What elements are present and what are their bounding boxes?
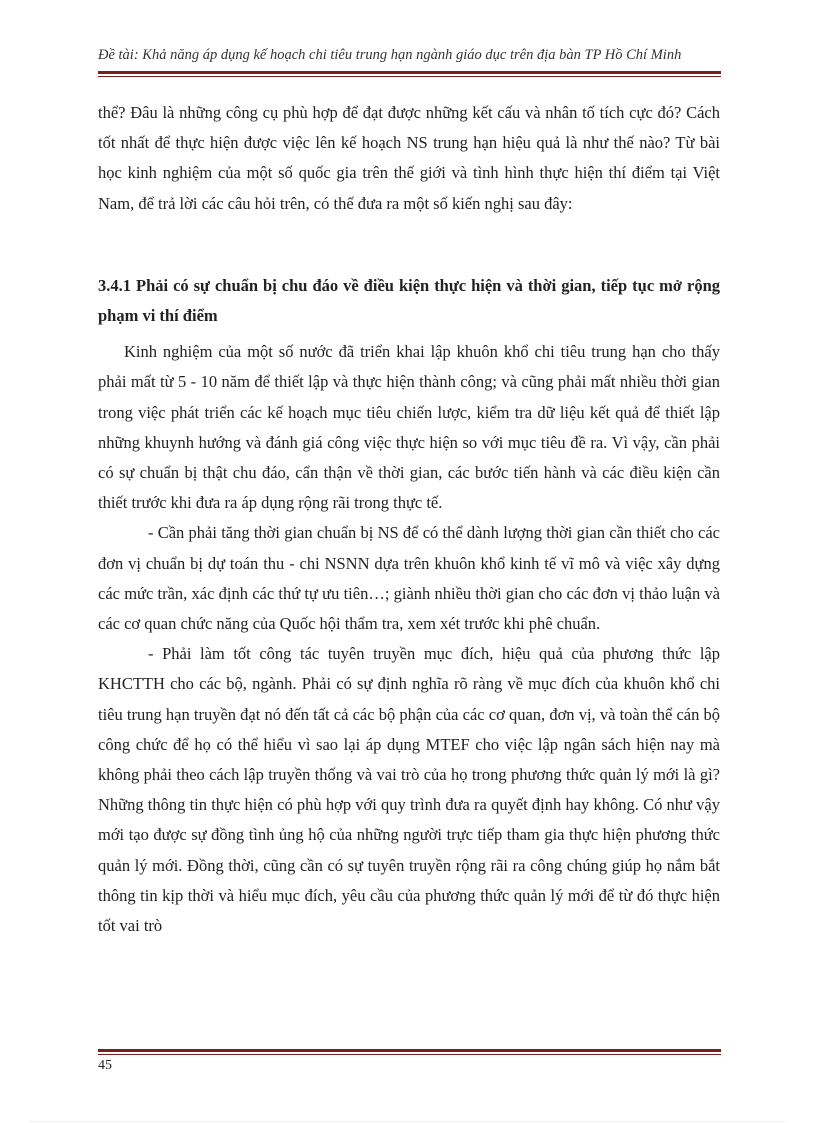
- paragraph-2: - Cần phải tăng thời gian chuẩn bị NS để có thể dành lượng thời gian cần thiết cho các đơn vị chuẩn bị dự toán thu - chi NSNN dựa trên khuôn khổ kinh tế vĩ mô và việc xây dựng các mức trần, xác định các thứ tự ưu tiên…; giành nhiều thời gian cho các đơn vị thảo luận và các cơ quan chức năng của Quốc hội thẩm tra, xem xét trước khi phê chuẩn.: [98, 523, 720, 634]
- page-header: Đề tài: Khả năng áp dụng kế hoạch chi tiêu trung hạn ngành giáo dục trên địa bàn TP Hồ Chí Minh: [98, 47, 682, 63]
- intro-paragraph: thể? Đâu là những công cụ phù hợp để đạt được những kết cấu và nhân tố tích cực đó? Cách tốt nhất để thực hiện được việc lên kế hoạch NS trung hạn hiệu quả là như thế nào? Từ bài học kinh nghiệm của một số quốc gia trên thế giới và tình hình thực hiện thí điểm tại Việt Nam, để trả lời các câu hỏi trên, có thể đưa ra một số kiến nghị sau đây:: [98, 103, 720, 213]
- page-body: [98, 98, 720, 941]
- header-divider: [98, 71, 721, 77]
- page-number: 45: [98, 1058, 112, 1073]
- footer-divider: [98, 1049, 721, 1055]
- section-heading: 3.4.1 Phải có sự chuẩn bị chu đáo về điều kiện thực hiện và thời gian, tiếp tục mở rộng phạm vi thí điểm: [98, 275, 720, 326]
- page-bottom-border: [30, 1121, 786, 1122]
- paragraph-3: - Phải làm tốt công tác tuyên truyền mục đích, hiệu quả của phương thức lập KHCTTH cho các bộ, ngành. Phải có sự định nghĩa rõ ràng về mục đích của khuôn khổ chi tiêu trung hạn truyền đạt nó đến tất cả các bộ phận của các cơ quan, đơn vị, và toàn thể cán bộ công chức để họ có thể hiểu vì sao lại áp dụng MTEF cho việc lập ngân sách hiện nay mà không phải theo cách lập truyền thống và vai trò của họ trong phương thức quản lý mới là gì? Những thông tin thực hiện có phù hợp với quy trình đưa ra quyết định hay không. Có như vậy mới tạo được sự đồng tình ủng hộ của những người trực tiếp tham gia thực hiện phương thức quản lý mới. Đồng thời, cũng cần có sự tuyên truyền rộng rãi ra công chúng giúp họ nắm bắt thông tin kịp thời và hiểu mục đích, yêu cầu của phương thức quản lý mới để từ đó thực hiện tốt vai trò: [98, 644, 720, 936]
- paragraph-1: Kinh nghiệm của một số nước đã triển khai lập khuôn khổ chi tiêu trung hạn cho thấy phải mất từ 5 - 10 năm để thiết lập và thực hiện thành công; và cũng phải mất nhiều thời gian trong việc phát triển các kế hoạch mục tiêu chiến lược, kiểm tra dữ liệu kết quả để thiết lập những khuynh hướng và đánh giá công việc thực hiện so với mục tiêu đề ra. Vì vậy, cần phải có sự chuẩn bị thật chu đáo, cẩn thận về thời gian, các bước tiến hành và các điều kiện cần thiết trước khi đưa ra áp dụng rộng rãi trong thực tế.: [98, 342, 720, 513]
